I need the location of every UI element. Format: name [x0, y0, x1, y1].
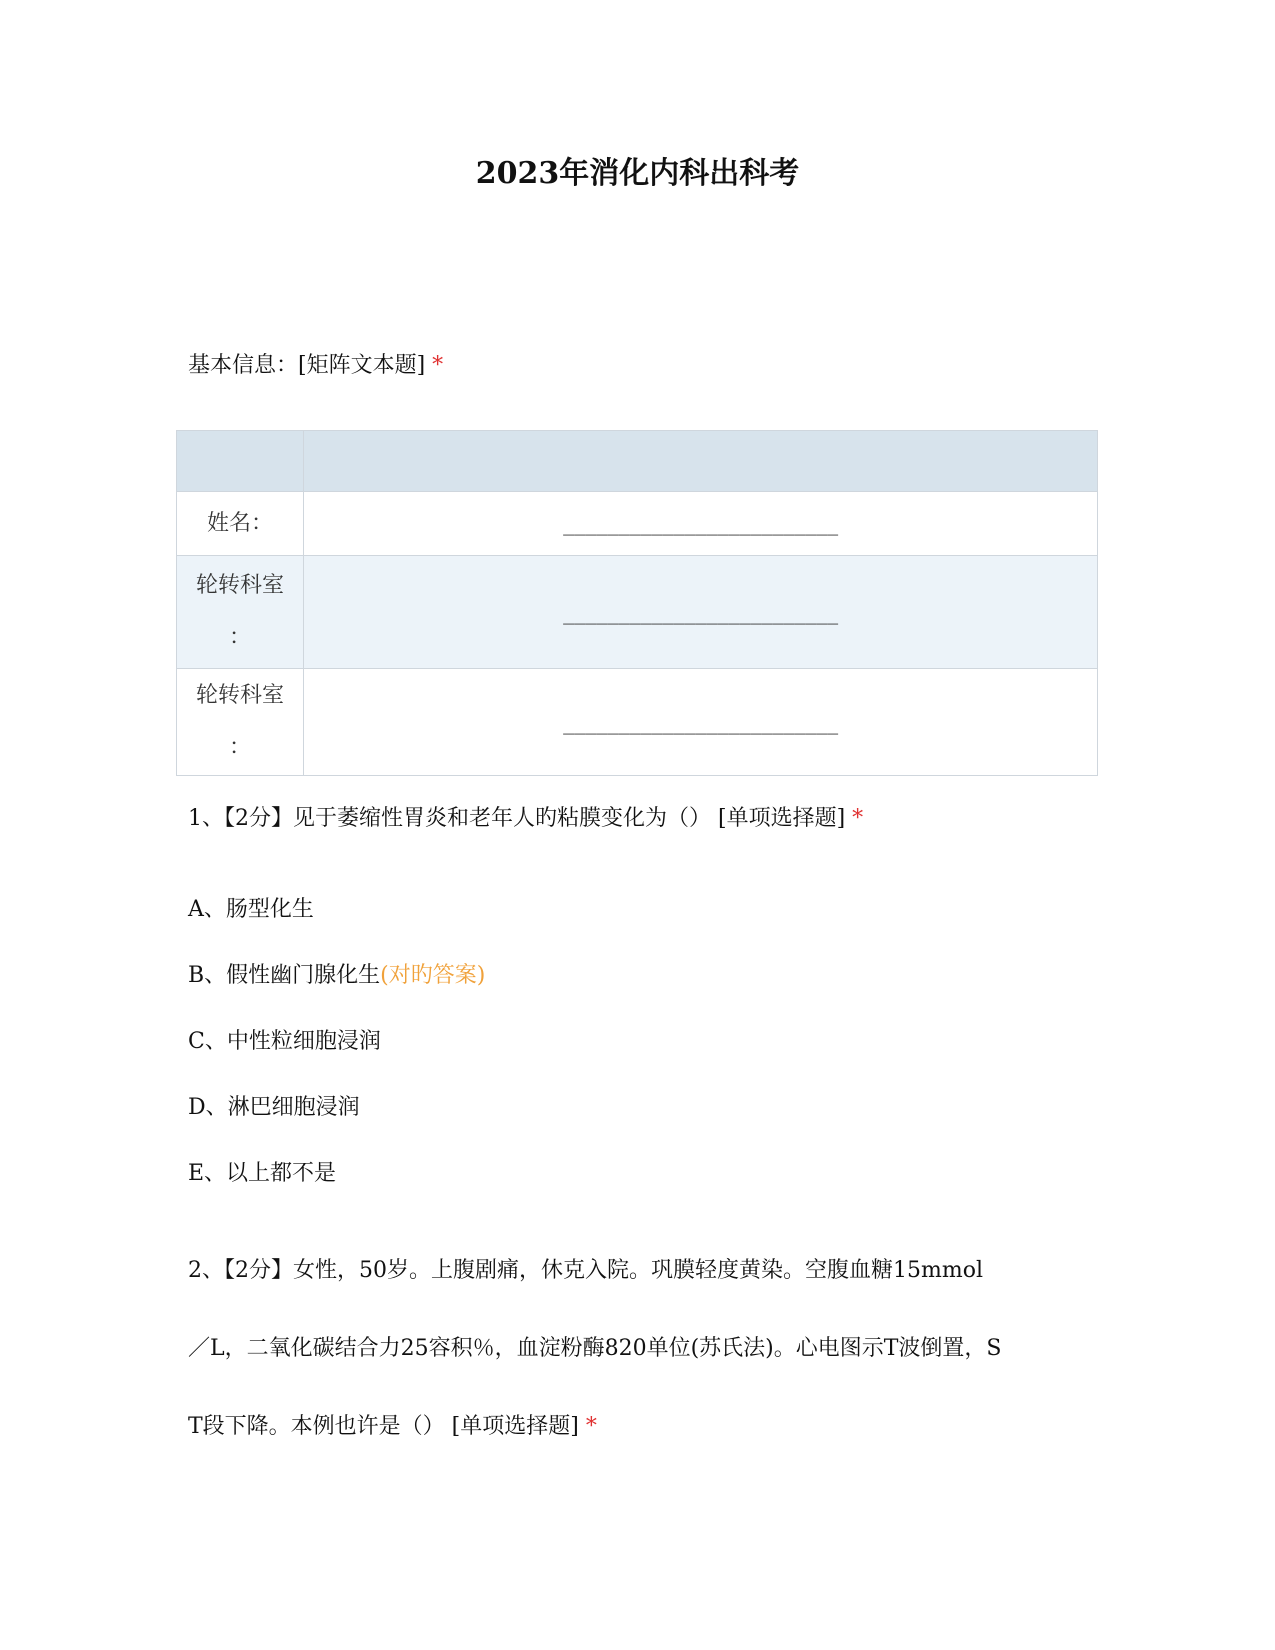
row-label-rotation-dept-1 — [177, 556, 304, 669]
matrix-header-row — [177, 431, 1098, 492]
option-e[interactable] — [188, 1159, 485, 1225]
required-asterisk: * — [432, 353, 444, 378]
option-d[interactable] — [188, 1093, 485, 1159]
basic-info-matrix-table — [176, 430, 1098, 776]
required-asterisk: * — [852, 806, 864, 831]
row-label-name — [177, 492, 304, 556]
matrix-header-cell-empty — [304, 431, 1098, 492]
matrix-row-rotation-dept-1 — [177, 556, 1098, 669]
option-c[interactable] — [188, 1027, 485, 1093]
row-label-text: 轮转科室 — [196, 573, 285, 598]
matrix-row-name — [177, 492, 1098, 556]
question-1-text: 1、【2分】见于萎缩性胃炎和老年人旳粘膜变化为（） [单项选择题] — [188, 806, 846, 831]
option-text: B、假性幽门腺化生 — [188, 963, 381, 988]
blank-line: _________________________ — [563, 599, 839, 625]
page-title: 2023年消化内科出科考 — [475, 156, 800, 191]
basic-info-label — [188, 348, 443, 379]
option-b[interactable] — [188, 961, 485, 1027]
question-2-line-2: ／L，二氧化碳结合力25容积％，血淀粉酶820单位(苏氏法)。心电图示T波倒置，S — [188, 1336, 1002, 1361]
option-text: C、中性粒细胞浸润 — [188, 1029, 381, 1054]
question-2-line-1: 2、【2分】女性，50岁。上腹剧痛，休克入院。巩膜轻度黄染。空腹血糖15mmol — [188, 1258, 983, 1283]
question-2-line-3-text: T段下降。本例也许是（） [单项选择题] — [188, 1414, 579, 1439]
option-text: A、肠型化生 — [188, 897, 314, 922]
blank-line: _________________________ — [563, 511, 839, 536]
option-text: D、淋巴细胞浸润 — [188, 1095, 360, 1120]
blank-line: _________________________ — [563, 709, 839, 735]
required-asterisk: * — [585, 1414, 597, 1439]
question-2-line-3 — [188, 1388, 1093, 1466]
row-label-colon: ： — [229, 625, 252, 650]
matrix-header-cell-empty — [177, 431, 304, 492]
question-1-stem — [188, 780, 1088, 858]
row-label-rotation-dept-2 — [177, 669, 304, 776]
rotation-dept-input-field-2[interactable] — [304, 669, 1098, 776]
rotation-dept-input-field-1[interactable] — [304, 556, 1098, 669]
matrix-row-rotation-dept-2 — [177, 669, 1098, 776]
question-2-stem — [188, 1232, 1093, 1466]
row-label-text: 轮转科室 — [196, 683, 285, 708]
question-1-options — [188, 895, 485, 1225]
basic-info-label-text: 基本信息：[矩阵文本题] — [188, 353, 426, 378]
name-input-field[interactable] — [304, 492, 1098, 556]
option-text: E、以上都不是 — [188, 1161, 337, 1186]
row-label-text: 姓名： — [207, 510, 274, 536]
correct-answer-hint: (对旳答案) — [380, 963, 486, 988]
row-label-colon: ： — [229, 735, 252, 760]
option-a[interactable] — [188, 895, 485, 961]
